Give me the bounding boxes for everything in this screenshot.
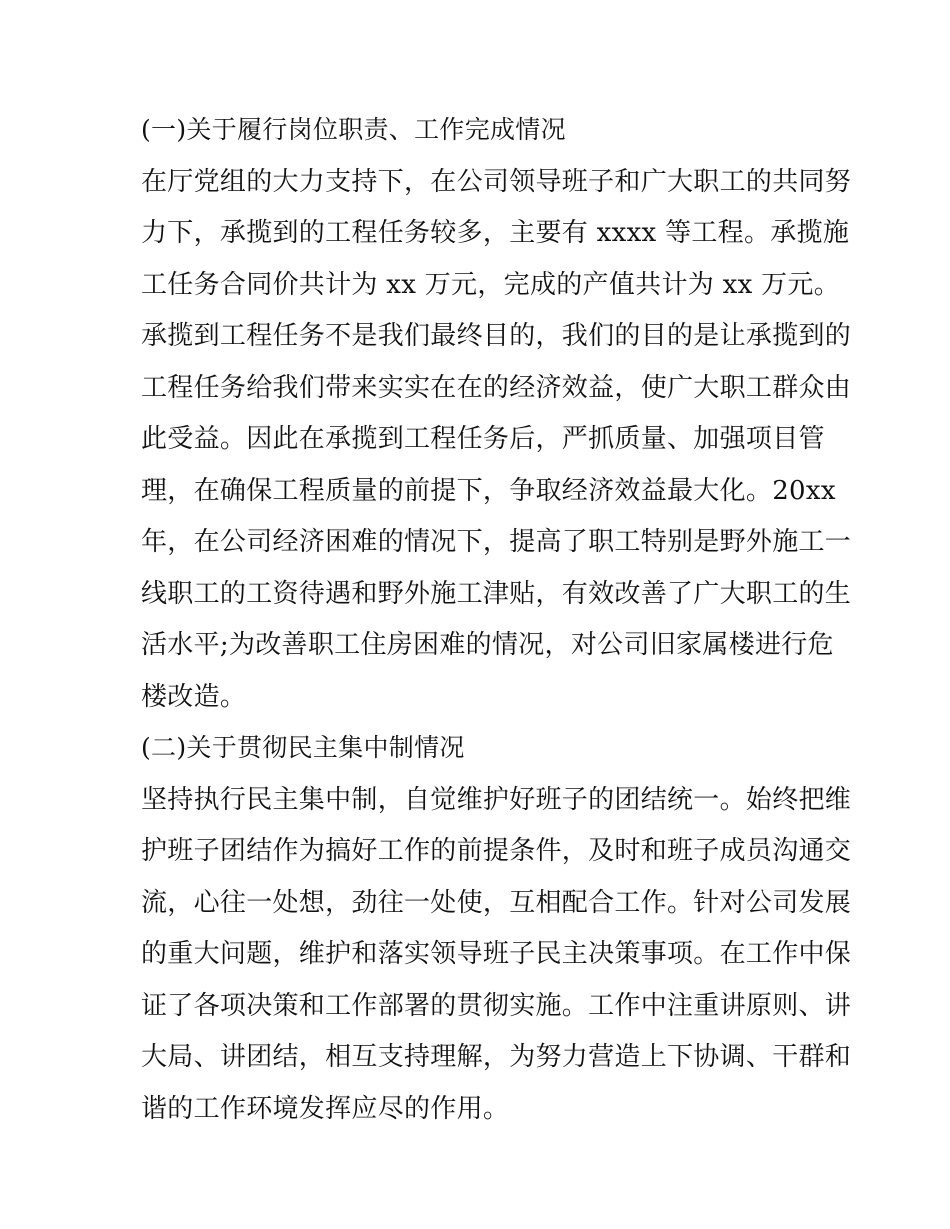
- paragraph-line: 大局、讲团结，相互支持理解，为努力营造上下协调、干群和: [141, 1042, 852, 1072]
- paragraph-line: 谐的工作环境发挥应尽的作用。: [141, 1093, 510, 1124]
- paragraph-line: 年，在公司经济困难的情况下，提高了职工特别是野外施工一: [141, 527, 852, 557]
- paragraph-line: 线职工的工资待遇和野外施工津贴，有效改善了广大职工的生: [141, 578, 852, 609]
- paragraph-line: 理，在确保工程质量的前提下，争取经济效益最大化。20xx: [141, 475, 836, 506]
- paragraph-line: 活水平;为改善职工住房困难的情况，对公司旧家属楼进行危: [141, 630, 834, 660]
- paragraph-line: 在厅党组的大力支持下，在公司领导班子和广大职工的共同努: [141, 166, 852, 197]
- paragraph-line: 护班子团结作为搞好工作的前提条件，及时和班子成员沟通交: [141, 836, 852, 866]
- paragraph-line: 的重大问题，维护和落实领导班子民主决策事项。在工作中保: [141, 939, 852, 969]
- paragraph-line: 流，心往一处想，劲往一处使，互相配合工作。针对公司发展: [141, 887, 852, 918]
- paragraph-line: 承揽到工程任务不是我们最终目的，我们的目的是让承揽到的: [141, 321, 852, 351]
- paragraph-line: 此受益。因此在承揽到工程任务后，严抓质量、加强项目管: [141, 424, 825, 454]
- section-heading-2: (二)关于贯彻民主集中制情况: [141, 733, 465, 762]
- paragraph-line: 坚持执行民主集中制，自觉维护好班子的团结统一。始终把维: [141, 784, 852, 815]
- section-heading-1: (一)关于履行岗位职责、工作完成情况: [141, 115, 566, 144]
- paragraph-line: 力下，承揽到的工程任务较多，主要有 xxxx 等工程。承揽施: [141, 218, 850, 248]
- paragraph-line: 楼改造。: [141, 681, 247, 712]
- paragraph-line: 工程任务给我们带来实实在在的经济效益，使广大职工群众由: [141, 372, 852, 403]
- paragraph-line: 证了各项决策和工作部署的贯彻实施。工作中注重讲原则、讲: [141, 990, 852, 1021]
- document-body: [141, 110, 852, 1140]
- paragraph-line: 工任务合同价共计为 xx 万元，完成的产值共计为 xx 万元。: [141, 269, 841, 300]
